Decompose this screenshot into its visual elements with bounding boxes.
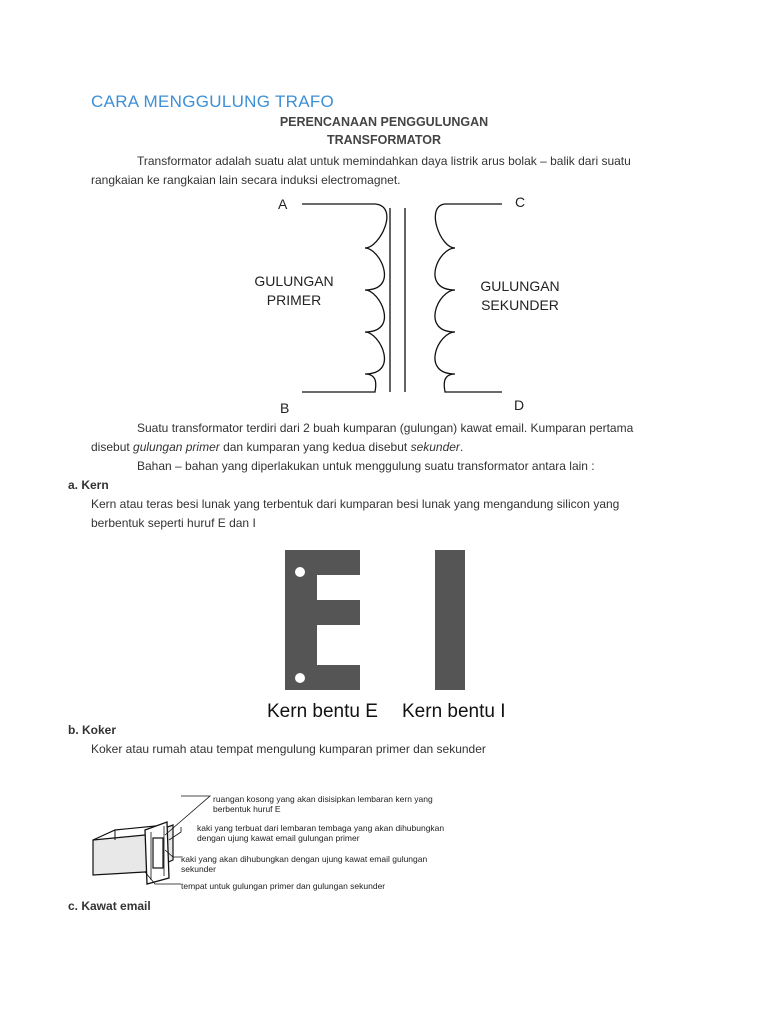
koker-note-3-line1: kaki yang akan dihubungkan dengan ujung kawat email gulungan bbox=[181, 854, 428, 864]
koker-note-2-line1: kaki yang terbuat dari lembaran tembaga yang akan dihubungkan bbox=[197, 823, 445, 833]
kern-e-hole-top bbox=[295, 567, 305, 577]
primary-label-line1: GULUNGAN bbox=[254, 273, 334, 289]
secondary-label-line1: GULUNGAN bbox=[480, 278, 560, 294]
koker-note-1-line1: ruangan kosong yang akan disisipkan lembaran kern yang bbox=[213, 794, 433, 804]
koker-note-4: tempat untuk gulungan primer dan gulungan sekunder bbox=[181, 881, 386, 891]
primary-winding-label bbox=[244, 272, 344, 310]
primary-label-line2: PRIMER bbox=[266, 292, 322, 308]
section-c-heading: c. Kawat email bbox=[68, 899, 151, 913]
kern-figure bbox=[285, 550, 470, 690]
term-gulungan-primer: gulungan primer bbox=[133, 440, 220, 454]
kern-i-label: Kern bentu I bbox=[402, 701, 506, 722]
secondary-winding-label bbox=[470, 277, 570, 315]
koker-note-1-line2: berbentuk huruf E bbox=[213, 804, 281, 814]
koker-note-2-line2: dengan ujung kawat email gulungan primer bbox=[197, 833, 360, 843]
kern-i-shape bbox=[435, 550, 465, 690]
terminal-a-label: A bbox=[278, 196, 288, 212]
body-p1-line1: Suatu transformator terdiri dari 2 buah kumparan (gulungan) kawat email. Kumparan pertama bbox=[137, 421, 634, 435]
section-heading-line2: TRANSFORMATOR bbox=[326, 133, 442, 147]
section-a-line1: Kern atau teras besi lunak yang terbentuk dari kumparan besi lunak yang mengandung silicon yang bbox=[91, 497, 620, 511]
intro-line1: Transformator adalah suatu alat untuk memindahkan daya listrik arus bolak – balik dari suatu bbox=[137, 154, 631, 168]
section-a-line2: berbentuk seperti huruf E dan I bbox=[91, 516, 256, 530]
terminal-b-label: B bbox=[280, 400, 290, 416]
section-heading-line1: PERENCANAAN PENGGULUNGAN bbox=[279, 115, 489, 129]
koker-note-2 bbox=[197, 823, 444, 843]
page-title: CARA MENGGULUNG TRAFO bbox=[91, 92, 335, 111]
terminal-c-label: C bbox=[515, 194, 526, 210]
body-p1-text-c: . bbox=[459, 440, 464, 454]
body-p1-line2 bbox=[91, 438, 463, 457]
section-b-heading: b. Koker bbox=[68, 723, 117, 737]
term-sekunder: sekunder bbox=[410, 440, 460, 454]
koker-note-3 bbox=[181, 854, 427, 874]
body-p2: Bahan – bahan yang diperlakukan untuk menggulung suatu transformator antara lain : bbox=[137, 459, 595, 473]
kern-e-hole-bottom bbox=[295, 673, 305, 683]
koker-window bbox=[153, 838, 163, 868]
kern-e-label: Kern bentu E bbox=[267, 701, 378, 722]
section-b-line1: Koker atau rumah atau tempat mengulung kumparan primer dan sekunder bbox=[91, 742, 486, 756]
intro-line2: rangkaian ke rangkaian lain secara induksi electromagnet. bbox=[91, 173, 401, 187]
section-a-heading: a. Kern bbox=[68, 478, 109, 492]
kern-shapes bbox=[285, 550, 470, 690]
body-p1-text-b: dan kumparan yang kedua disebut bbox=[219, 440, 411, 454]
terminal-d-label: D bbox=[514, 397, 525, 413]
body-p1-text-a: disebut bbox=[91, 440, 134, 454]
koker-note-1 bbox=[213, 794, 433, 814]
secondary-label-line2: SEKUNDER bbox=[481, 297, 559, 313]
koker-note-3-line2: sekunder bbox=[181, 864, 216, 874]
